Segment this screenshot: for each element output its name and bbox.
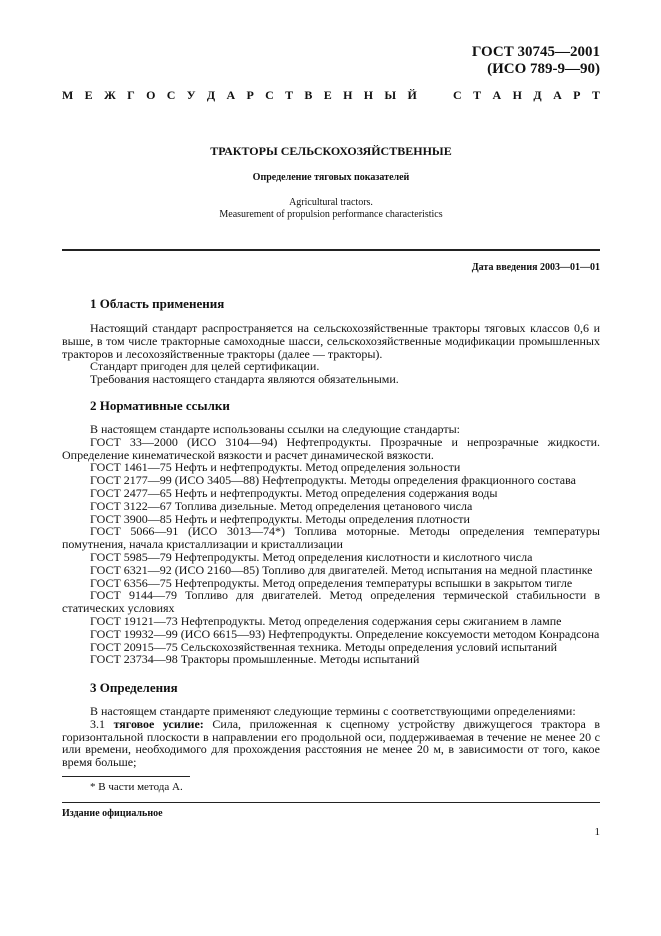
- english-title: [62, 197, 600, 221]
- section-3-body: [62, 705, 600, 769]
- footer-divider: [62, 802, 600, 803]
- footnote-divider: [62, 776, 190, 777]
- standard-code-gost: ГОСТ 30745—2001: [471, 44, 600, 60]
- banner-letter: В: [304, 88, 313, 102]
- official-edition-label: Издание официальное: [62, 808, 163, 819]
- banner-letter: Р: [246, 88, 254, 102]
- section-3-intro: В настоящем стандарте применяют следующие термины с соответствующими определениями:: [90, 704, 576, 718]
- english-title-line2: Measurement of propulsion performance characteristics: [219, 209, 443, 220]
- banner-word-interstate: [62, 88, 417, 103]
- banner-letter: Д: [533, 88, 542, 102]
- definition-term: тяговое усилие:: [113, 716, 204, 731]
- title-divider: [62, 249, 600, 251]
- section-1-paragraph: Настоящий стандарт распространяется на сельскохозяйственные тракторы тяговых классов 0,6 и выше, в том числе тракторные самоходные шасси, сельскохозяйственные модификации промышленных тракторов и лесохозяйственные тракторы (далее — тракторы).: [62, 321, 600, 361]
- normative-references-list: [62, 436, 600, 666]
- reference-item: ГОСТ 6321—92 (ИСО 2160—85) Топливо для двигателей. Метод испытания на медной пластинке: [90, 562, 593, 577]
- english-title-line1: Agricultural tractors.: [289, 197, 373, 208]
- banner-letter: Г: [127, 88, 135, 102]
- section-2-body: [62, 423, 600, 666]
- definition-number: 3.1: [90, 716, 105, 731]
- section-1-paragraph: Требования настоящего стандарта являются обязательными.: [90, 372, 399, 387]
- reference-item: ГОСТ 3122—67 Топлива дизельные. Метод определения цетанового числа: [90, 498, 473, 513]
- banner-letter: С: [265, 88, 274, 102]
- reference-item: ГОСТ 5066—91 (ИСО 3013—74*) Топлива моторные. Методы определения температуры помутнения, начала кристаллизации и кристаллизации: [62, 524, 600, 552]
- banner-letter: Н: [363, 88, 374, 102]
- banner-letter: М: [62, 88, 74, 102]
- standard-code-iso: (ИСО 789-9—90): [487, 61, 600, 77]
- banner-letter: Н: [512, 88, 522, 102]
- banner-letter: Т: [285, 88, 294, 102]
- banner-letter: С: [166, 88, 176, 102]
- document-subtitle: Определение тяговых показателей: [252, 172, 410, 183]
- banner-letter: Й: [407, 88, 417, 102]
- section-2-intro: В настоящем стандарте использованы ссылки на следующие стандарты:: [90, 422, 461, 436]
- banner-letter: У: [186, 88, 196, 102]
- reference-item: ГОСТ 23734—98 Тракторы промышленные. Методы испытаний: [90, 652, 420, 667]
- banner-letter: А: [226, 88, 236, 102]
- banner-word-standard: [453, 88, 600, 103]
- section-2-heading: 2 Нормативные ссылки: [90, 398, 230, 413]
- banner-letter: Ж: [103, 88, 116, 102]
- footnote: * В части метода А.: [90, 781, 183, 793]
- reference-item: ГОСТ 33—2000 (ИСО 3104—94) Нефтепродукты. Прозрачные и непрозрачные жидкости. Определение кинематической вязкости и расчет динамической вязкости.: [62, 434, 600, 462]
- banner-letter: О: [146, 88, 156, 102]
- section-1-paragraph: Стандарт пригоден для целей сертификации.: [90, 359, 320, 374]
- reference-item: ГОСТ 9144—79 Топливо для двигателей. Метод определения термической стабильности в статических условиях: [62, 588, 600, 616]
- reference-item: ГОСТ 5985—79 Нефтепродукты. Метод определения кислотности и кислотного числа: [90, 549, 533, 564]
- banner-letter: Н: [343, 88, 353, 102]
- banner-letter: Е: [84, 88, 93, 102]
- reference-item: ГОСТ 1461—75 Нефть и нефтепродукты. Метод определения зольности: [90, 460, 461, 475]
- banner-letter: Ы: [384, 88, 397, 102]
- reference-item: ГОСТ 2477—65 Нефть и нефтепродукты. Метод определения содержания воды: [90, 485, 498, 500]
- banner-letter: А: [492, 88, 502, 102]
- banner-letter: Т: [591, 88, 600, 102]
- reference-item: ГОСТ 19121—73 Нефтепродукты. Метод определения содержания серы сжиганием в лампе: [90, 613, 562, 628]
- section-1-body: [62, 322, 600, 386]
- reference-item: ГОСТ 20915—75 Сельскохозяйственная техника. Методы определения условий испытаний: [90, 639, 558, 654]
- reference-item: ГОСТ 6356—75 Нефтепродукты. Метод определения температуры вспышки в закрытом тигле: [90, 575, 573, 590]
- banner-letter: Д: [206, 88, 216, 102]
- banner-letter: С: [453, 88, 462, 102]
- document-title: ТРАКТОРЫ СЕЛЬСКОХОЗЯЙСТВЕННЫЕ: [210, 144, 452, 158]
- reference-item: ГОСТ 2177—99 (ИСО 3405—88) Нефтепродукты. Методы определения фракционного состава: [90, 473, 576, 488]
- section-3-heading: 3 Определения: [90, 680, 178, 695]
- definition-3-1: [62, 718, 600, 769]
- banner-letter: Т: [473, 88, 482, 102]
- introduction-date: Дата введения 2003—01—01: [471, 262, 600, 273]
- page-number: 1: [594, 826, 600, 838]
- banner-letter: Р: [573, 88, 581, 102]
- reference-item: ГОСТ 19932—99 (ИСО 6615—93) Нефтепродукты. Определение коксуемости методом Конрадсона: [90, 626, 600, 641]
- interstate-standard-banner: [62, 88, 600, 103]
- reference-item: ГОСТ 3900—85 Нефть и нефтепродукты. Методы определения плотности: [90, 511, 470, 526]
- section-1-heading: 1 Область применения: [90, 296, 225, 311]
- banner-letter: Е: [323, 88, 332, 102]
- definition-text: Сила, приложенная к сцепному устройству движущегося трактора в горизонтальной плоскости в направлении его продольной оси, поддерживаемая в течение не менее 20 с или времени, необходимого для прохождения расстояния не менее 20 м, в зависимости от того, какое время больше;: [62, 716, 600, 770]
- standard-code: [472, 44, 600, 78]
- banner-letter: А: [553, 88, 562, 102]
